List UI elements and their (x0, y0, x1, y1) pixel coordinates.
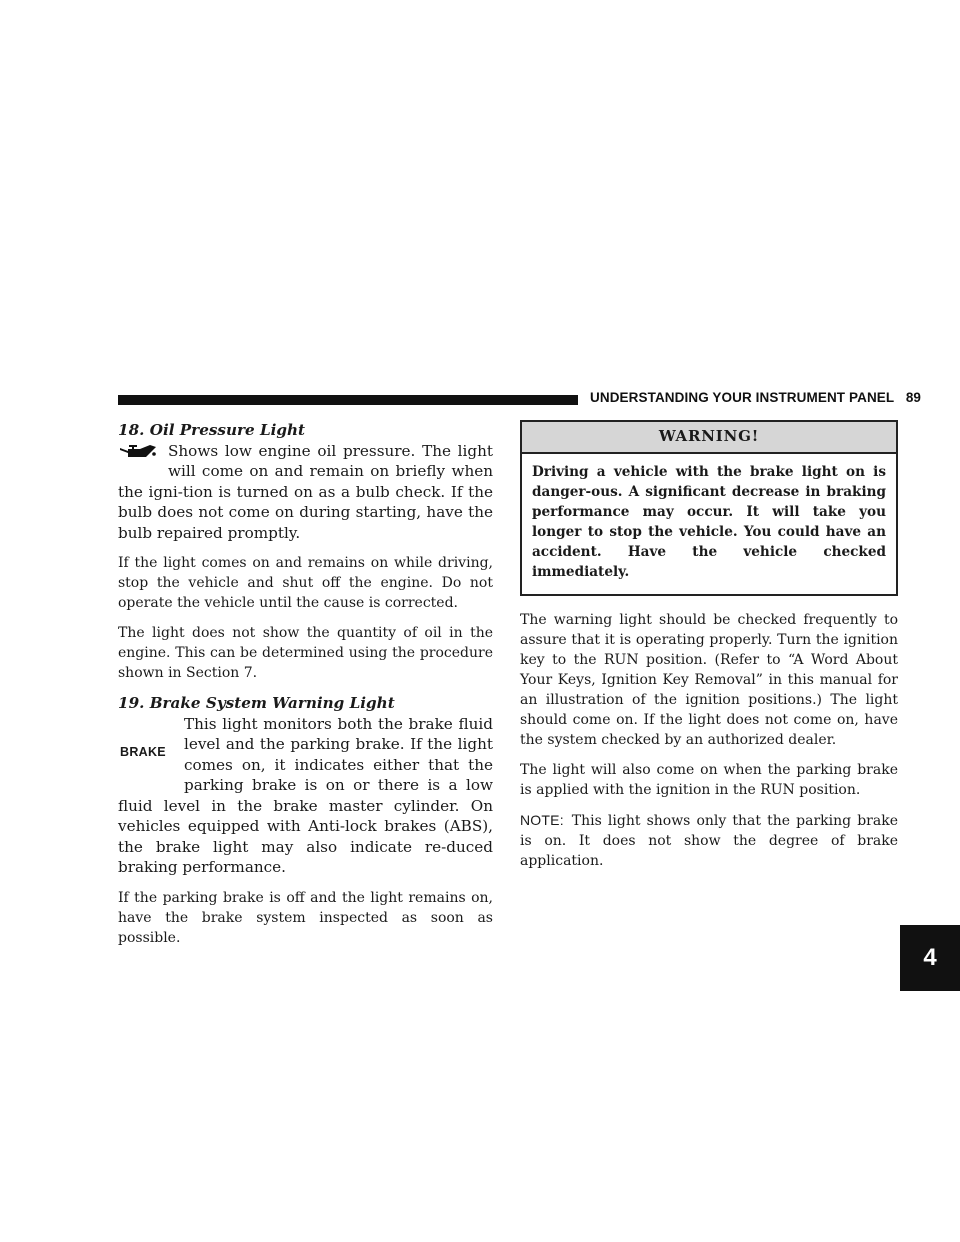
header-rule (118, 395, 578, 405)
warning-title: WARNING! (522, 422, 896, 454)
section-tab: 4 (900, 925, 960, 991)
note-text: This light shows only that the parking brake is on. It does not show the degree of brake application. (520, 812, 898, 869)
oil-pressure-paragraph-3: The light does not show the quantity of oil in the engine. This can be determined using the procedure shown in Section 7. (118, 625, 493, 681)
right-column (520, 420, 898, 881)
brake-icon-label: BRAKE (120, 744, 166, 759)
oil-pressure-paragraph (118, 441, 493, 544)
note-label: NOTE: (520, 811, 564, 828)
left-column (118, 420, 493, 958)
page-header (590, 390, 920, 405)
oil-can-icon (118, 441, 158, 469)
brake-warning-heading: 19. Brake System Warning Light (118, 694, 395, 712)
brake-icon (118, 714, 184, 796)
oil-pressure-paragraph-2: If the light comes on and remains on while driving, stop the vehicle and shut off the engine. Do not operate the vehicle until the cause is corrected. (118, 555, 493, 611)
warning-light-paragraph: The warning light should be checked frequently to assure that it is operating properly. Turn the ignition key to the RUN position. (Refer to “A Word About Your Keys, Ignition Key Removal” in this manual for an illustration of the ignition positions.) The light should come on. If the light does not come on, have the system checked by an authorized dealer. (520, 611, 898, 748)
warning-body: Driving a vehicle with the brake light on is danger-ous. A significant decrease in braking performance may occur. It will take you longer to stop the vehicle. You could have an accident. Have the vehicle checked immediately. (532, 463, 886, 580)
oil-pressure-heading: 18. Oil Pressure Light (118, 421, 306, 439)
brake-warning-paragraph-2: If the parking brake is off and the light remains on, have the brake system inspected as soon as possible. (118, 889, 493, 946)
brake-warning-text: This light monitors both the brake fluid level and the parking brake. If the light comes on, it indicates either that the parking brake is on or there is a low fluid level in the brake master cylinder. On vehicles equipped with Anti-lock brakes (ABS), the brake light may also indicate re-duced braking performance. (118, 714, 493, 876)
header-title: UNDERSTANDING YOUR INSTRUMENT PANEL (590, 390, 895, 405)
warning-box (520, 420, 898, 596)
note-paragraph (520, 810, 898, 871)
brake-warning-paragraph (118, 714, 493, 878)
oil-pressure-text: Shows low engine oil pressure. The light will come on and remain on briefly when the igni-tion is turned on as a bulb check. If the bulb does not come on during starting, have the bulb repaired promptly. (118, 441, 493, 542)
parking-brake-paragraph: The light will also come on when the parking brake is applied with the ignition in the RUN position. (520, 761, 898, 798)
page-number: 89 (905, 390, 922, 405)
